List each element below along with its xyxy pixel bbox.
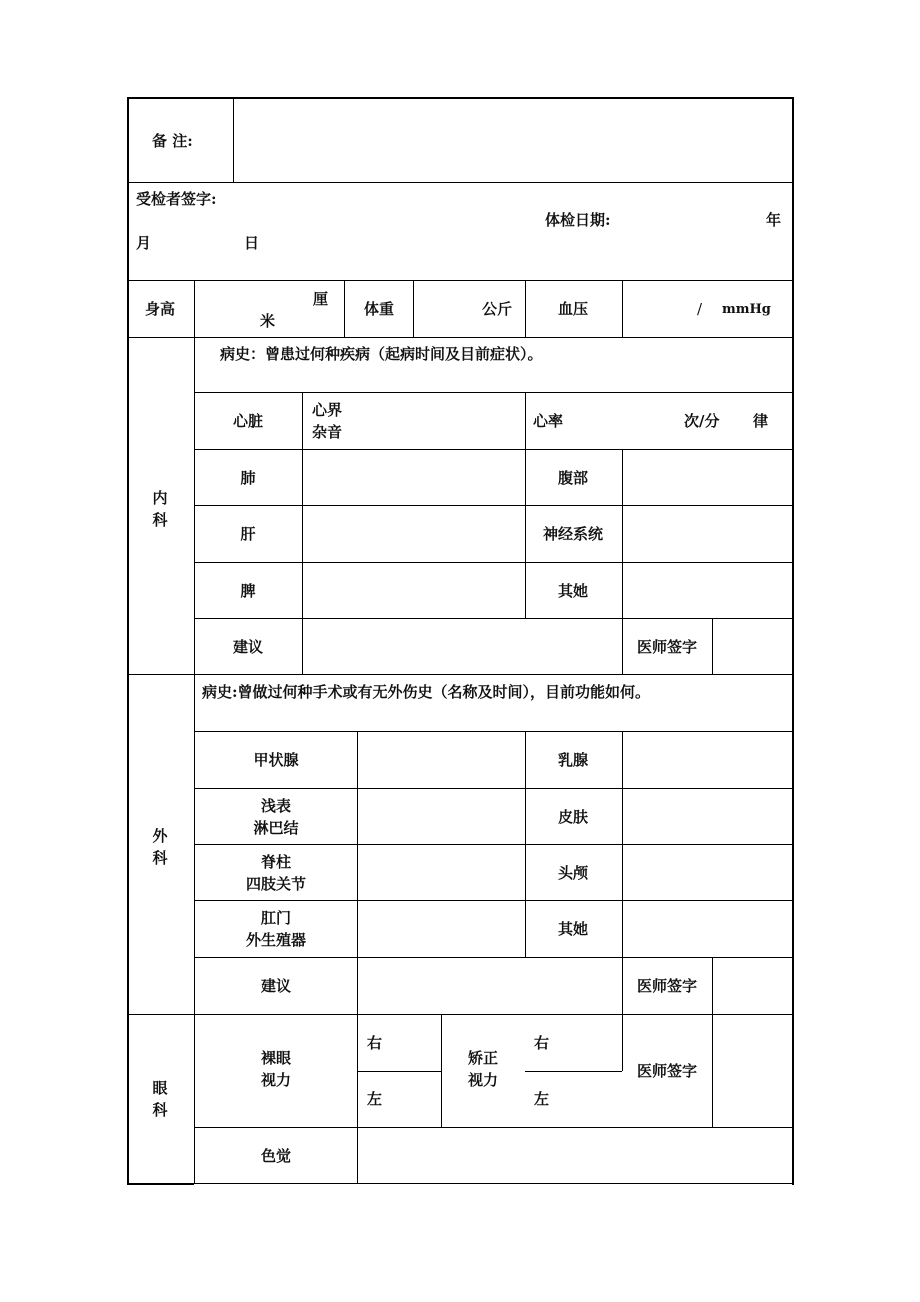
exam-date-label: 体检日期: xyxy=(545,211,611,229)
surgery-other-label: 其她 xyxy=(557,920,589,938)
row-line xyxy=(127,280,793,281)
row-line xyxy=(194,957,793,958)
row-line xyxy=(127,337,793,338)
rhythm-label: 律 xyxy=(753,412,769,430)
col-line xyxy=(302,392,303,674)
internal-other-label: 其她 xyxy=(557,582,589,600)
height-label: 身高 xyxy=(144,300,176,318)
abdomen-label: 腹部 xyxy=(557,469,589,487)
weight-label: 体重 xyxy=(363,300,395,318)
skin-label: 皮肤 xyxy=(557,808,589,826)
col-line xyxy=(712,618,713,674)
day-label: 日 xyxy=(244,234,260,252)
row-line xyxy=(194,392,793,393)
heart-rate-label: 心率 xyxy=(533,412,564,430)
remarks-divider xyxy=(233,97,234,182)
per-minute-label: 次/分 xyxy=(684,412,720,430)
thyroid-label: 甲状腺 xyxy=(253,751,299,769)
internal-doctor-sign-label: 医师签字 xyxy=(636,638,698,656)
heart-border-label: 心界 xyxy=(312,401,343,419)
lymph-label-2: 淋巴结 xyxy=(253,819,299,837)
height-unit-bottom: 米 xyxy=(260,312,276,330)
internal-section-char1: 内 xyxy=(152,489,168,507)
row-line xyxy=(194,562,793,563)
examinee-signature-label: 受检者签字: xyxy=(136,190,217,208)
month-label: 月 xyxy=(136,234,152,252)
spleen-label: 脾 xyxy=(240,582,256,600)
lymph-label-1: 浅表 xyxy=(260,797,292,815)
color-vision-label: 色觉 xyxy=(260,1147,292,1165)
nervous-system-label: 神经系统 xyxy=(542,525,604,543)
naked-vision-label-2: 视力 xyxy=(260,1071,292,1089)
bp-unit: mmHg xyxy=(722,302,771,317)
row-line xyxy=(357,1071,441,1072)
row-line xyxy=(194,844,793,845)
surgery-advice-label: 建议 xyxy=(260,977,292,995)
weight-unit: 公斤 xyxy=(482,300,513,318)
col-line xyxy=(622,280,623,337)
heart-murmur-label: 杂音 xyxy=(312,423,343,441)
year-label: 年 xyxy=(766,211,782,229)
surgery-section-char2: 科 xyxy=(152,849,168,867)
surgery-doctor-sign-label: 医师签字 xyxy=(636,977,698,995)
surgery-section-char1: 外 xyxy=(152,827,168,845)
row-line xyxy=(194,1127,793,1128)
col-line xyxy=(344,280,345,337)
internal-history-text: 病史：曾患过何种疾病（起病时间及目前症状）。 xyxy=(220,345,543,363)
spine-label-1: 脊柱 xyxy=(260,853,292,871)
anus-label-1: 肛门 xyxy=(260,909,292,927)
naked-vision-label-1: 裸眼 xyxy=(260,1049,292,1067)
height-unit-top: 厘 xyxy=(313,290,329,308)
liver-label: 肝 xyxy=(240,525,256,543)
row-line xyxy=(194,505,793,506)
col-line xyxy=(712,957,713,1128)
col-line xyxy=(413,280,414,337)
remarks-label: 备 注: xyxy=(152,132,193,150)
surgery-history-text: 病史:曾做过何种手术或有无外伤史（名称及时间），目前功能如何。 xyxy=(202,683,651,701)
breast-label: 乳腺 xyxy=(557,751,589,769)
row-line xyxy=(127,182,793,183)
lung-label: 肺 xyxy=(240,469,256,487)
eye-section-char2: 科 xyxy=(152,1101,168,1119)
table-border-right xyxy=(792,97,794,1185)
table-border-bottom-right xyxy=(194,1183,793,1184)
corrected-vision-label-2: 视力 xyxy=(467,1071,499,1089)
table-border-bottom xyxy=(127,1183,194,1185)
row-line xyxy=(127,674,793,675)
naked-right-label: 右 xyxy=(367,1034,383,1052)
row-line xyxy=(194,788,793,789)
col-line xyxy=(194,280,195,1184)
row-line xyxy=(194,618,793,619)
naked-left-label: 左 xyxy=(367,1090,383,1108)
corrected-left-label: 左 xyxy=(534,1090,550,1108)
corrected-vision-label-1: 矫正 xyxy=(467,1049,499,1067)
internal-section-char2: 科 xyxy=(152,511,168,529)
internal-advice-label: 建议 xyxy=(232,638,264,656)
bp-separator: / xyxy=(697,300,703,318)
row-line xyxy=(127,1014,793,1015)
row-line xyxy=(194,449,793,450)
eye-doctor-sign-label: 医师签字 xyxy=(636,1062,698,1080)
spine-label-2: 四肢关节 xyxy=(245,875,307,893)
row-line xyxy=(194,900,793,901)
skull-label: 头颅 xyxy=(557,864,589,882)
anus-label-2: 外生殖器 xyxy=(245,931,307,949)
col-line xyxy=(622,731,623,1071)
eye-section-char1: 眼 xyxy=(152,1079,168,1097)
col-line xyxy=(441,1014,442,1128)
blood-pressure-label: 血压 xyxy=(557,300,589,318)
remarks-input[interactable] xyxy=(235,99,791,181)
row-line xyxy=(194,731,793,732)
col-line xyxy=(525,280,526,337)
corrected-right-label: 右 xyxy=(534,1034,550,1052)
heart-label: 心脏 xyxy=(232,412,264,430)
table-border-left xyxy=(127,97,129,1185)
row-line xyxy=(525,1071,622,1072)
